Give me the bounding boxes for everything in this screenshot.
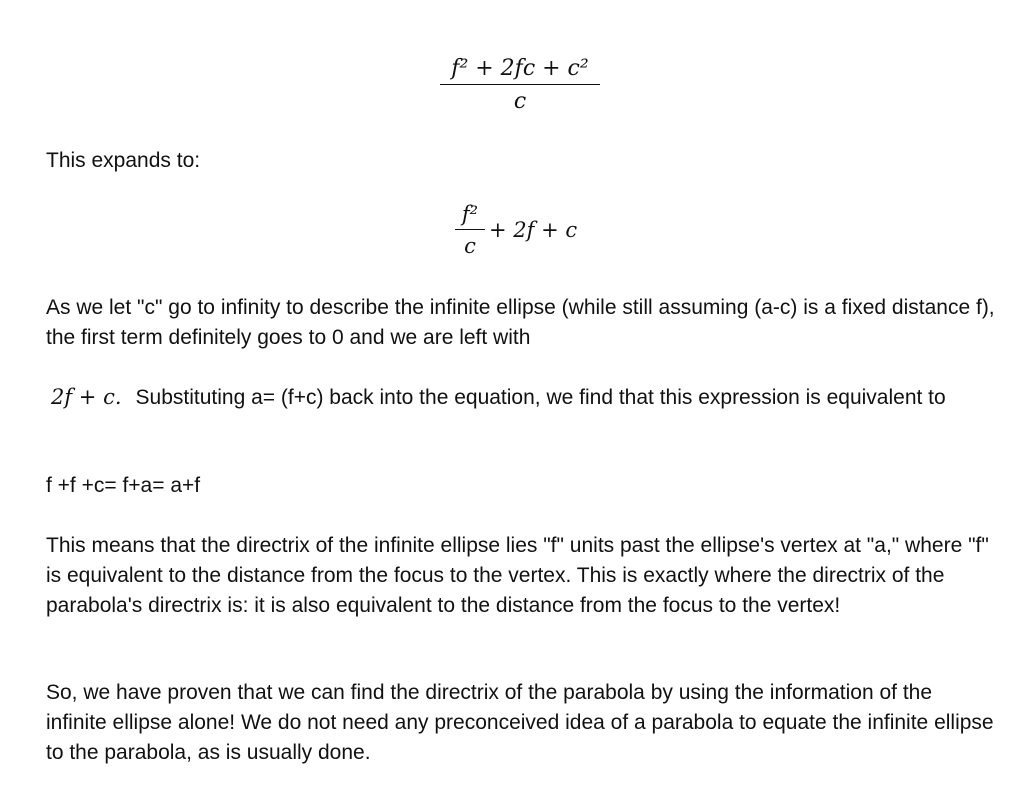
fraction-2 [455,202,485,258]
paragraph-expands: This expands to: [46,149,201,172]
inline-math-2f-plus-c: 2f + c. [51,385,122,409]
fraction-1-denominator: c [513,89,527,114]
equation-2-remainder: + 2f + c [489,218,578,242]
fraction-1 [440,56,600,114]
fraction-2-denominator: c [464,234,476,258]
equation-fraction-1 [440,56,600,114]
fraction-2-numerator: f² [455,202,485,230]
paragraph-infinity: As we let "c" go to infinity to describe the infinite ellipse (while still assuming (a-c) is a fixed distance f), the first term definitely goes to 0 and we are left with [46,296,995,349]
fraction-1-numerator: f² + 2fc + c² [440,56,600,85]
paragraph-directrix: This means that the directrix of the infinite ellipse lies "f" units past the ellipse's vertex at "a," where "f" is equivalent to the distance from the focus to the vertex. This is exactly where the directrix of the parabola's directrix is: it is also equivalent to the distance from the focus to the vertex! [46,534,989,617]
paragraph-substitute-text: Substituting a= (f+c) back into the equation, we find that this expression is equivalent to [135,386,946,409]
paragraph-substitute [46,382,996,413]
equation-expanded [455,202,577,258]
paragraph-result: f +f +c= f+a= a+f [46,474,201,497]
paragraph-conclusion: So, we have proven that we can find the directrix of the parabola by using the information of the infinite ellipse alone! We do not need any preconceived idea of a parabola to equate the infinite ellipse to the parabola, as is usually done. [46,681,994,764]
